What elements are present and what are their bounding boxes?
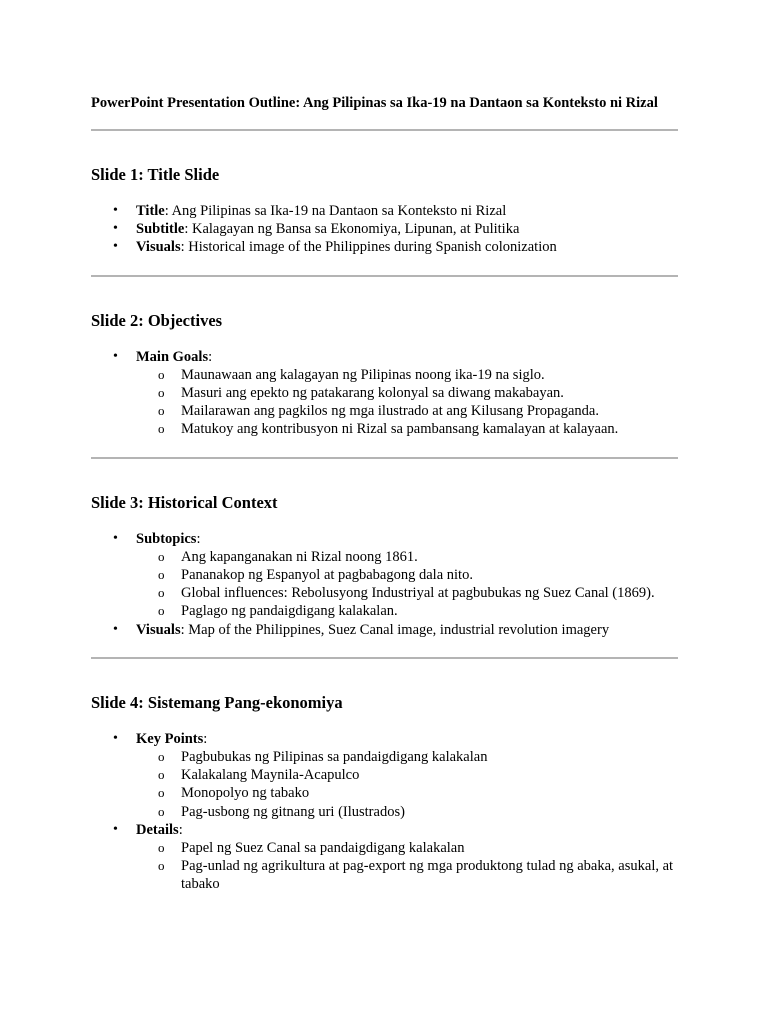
bullet-icon: • — [113, 730, 118, 746]
slide-4-list — [91, 730, 678, 894]
spacer — [91, 459, 678, 493]
bullet-icon: • — [113, 621, 118, 637]
bullet-icon: • — [113, 348, 118, 364]
sub-list-item — [136, 839, 678, 857]
item-label: Visuals — [136, 239, 181, 256]
sub-list-item — [136, 803, 678, 821]
sub-item-text: Matukoy ang kontribusyon ni Rizal sa pambansang kamalayan at kalayaan. — [181, 421, 619, 438]
list-item — [91, 530, 678, 621]
list-item — [91, 621, 678, 639]
spacer — [91, 331, 678, 348]
spacer — [91, 639, 678, 657]
sub-item-text: Pananakop ng Espanyol at pagbabagong dala nito. — [181, 567, 473, 584]
spacer — [91, 277, 678, 311]
sub-item-text: Papel ng Suez Canal sa pandaigdigang kalakalan — [181, 840, 465, 857]
item-text: : Ang Pilipinas sa Ika-19 na Dantaon sa Konteksto ni Rizal — [164, 203, 507, 219]
circle-bullet-icon: o — [158, 785, 165, 801]
item-label: Key Points — [136, 730, 204, 747]
sub-list-item — [136, 366, 678, 384]
item-text: : Historical image of the Philippines during Spanish colonization — [180, 239, 557, 256]
slide-heading: Slide 3: Historical Context — [91, 492, 278, 512]
item-label: Details — [136, 821, 179, 838]
sub-list — [136, 748, 678, 821]
item-label: Main Goals — [136, 348, 209, 365]
circle-bullet-icon: o — [158, 803, 165, 819]
item-text: : — [178, 821, 183, 838]
sub-item-text: Paglago ng pandaigdigang kalakalan. — [181, 603, 398, 620]
bullet-icon: • — [113, 821, 118, 837]
circle-bullet-icon: o — [158, 366, 165, 382]
circle-bullet-icon: o — [158, 767, 165, 783]
sub-item-text: Pagbubukas ng Pilipinas sa pandaigdigang kalakalan — [181, 749, 488, 766]
item-text: : Map of the Philippines, Suez Canal image, industrial revolution imagery — [180, 621, 610, 638]
spacer — [91, 513, 678, 530]
circle-bullet-icon: o — [158, 548, 165, 564]
sub-list-item — [136, 766, 678, 784]
list-item — [91, 238, 678, 256]
spacer — [91, 439, 678, 457]
list-item — [91, 220, 678, 238]
sub-item-text: Kalakalang Maynila-Acapulco — [181, 767, 360, 784]
circle-bullet-icon: o — [158, 403, 165, 419]
spacer — [91, 257, 678, 275]
sub-list-item — [136, 566, 678, 584]
circle-bullet-icon: o — [158, 603, 165, 619]
sub-list — [136, 366, 678, 439]
item-label: Title — [136, 203, 165, 219]
bullet-icon: • — [113, 203, 118, 218]
circle-bullet-icon: o — [158, 585, 165, 601]
slide-2-section — [91, 311, 678, 439]
slide-3-section — [91, 493, 678, 639]
sub-item-text: Mailarawan ang pagkilos ng mga ilustrado at ang Kilusang Propaganda. — [181, 403, 599, 420]
sub-item-text: Pag-unlad ng agrikultura at pag-export ng mga produktong tulad ng abaka, asukal, at tabako — [181, 858, 674, 893]
slide-2-list — [91, 348, 678, 439]
sub-list-item — [136, 402, 678, 420]
slide-heading: Slide 1: Title Slide — [91, 165, 220, 184]
circle-bullet-icon: o — [158, 421, 165, 437]
circle-bullet-icon: o — [158, 749, 165, 765]
item-label: Subtopics — [136, 530, 197, 547]
sub-list-item — [136, 748, 678, 766]
circle-bullet-icon: o — [158, 840, 165, 856]
slide-1-list — [91, 202, 678, 257]
spacer — [91, 112, 678, 129]
bullet-icon: • — [113, 221, 118, 237]
document-page — [91, 94, 678, 894]
circle-bullet-icon: o — [158, 385, 165, 401]
sub-item-text: Monopolyo ng tabako — [181, 785, 310, 802]
sub-item-text: Global influences: Rebolusyong Industriyal at pagbubukas ng Suez Canal (1869). — [181, 585, 655, 602]
slide-heading: Slide 2: Objectives — [91, 310, 223, 330]
sub-list — [136, 839, 678, 894]
slide-1-section — [91, 165, 678, 257]
bullet-icon: • — [113, 239, 118, 255]
item-text: : — [203, 730, 208, 747]
document-title: PowerPoint Presentation Outline: Ang Pilipinas sa Ika-19 na Dantaon sa Konteksto ni Rizal — [91, 95, 658, 111]
sub-list-item — [136, 548, 678, 566]
sub-item-text: Masuri ang epekto ng patakarang kolonyal sa diwang makabayan. — [181, 385, 564, 402]
slide-heading: Slide 4: Sistemang Pang-ekonomiya — [91, 692, 343, 712]
slide-4-section — [91, 693, 678, 894]
slide-3-list — [91, 530, 678, 639]
sub-item-text: Maunawaan ang kalagayan ng Pilipinas noong ika-19 na siglo. — [181, 366, 545, 383]
item-text: : — [208, 348, 213, 365]
list-item — [91, 730, 678, 821]
circle-bullet-icon: o — [158, 858, 165, 874]
item-label: Visuals — [136, 621, 181, 638]
sub-list-item — [136, 384, 678, 402]
spacer — [91, 185, 678, 202]
spacer — [91, 713, 678, 730]
sub-list-item — [136, 584, 678, 602]
sub-list-item — [136, 784, 678, 802]
sub-item-text: Pag-usbong ng gitnang uri (Ilustrados) — [181, 803, 405, 820]
item-text: : — [196, 530, 201, 547]
list-item — [91, 821, 678, 894]
spacer — [91, 131, 678, 165]
sub-list — [136, 548, 678, 621]
sub-list-item — [136, 420, 678, 438]
list-item — [91, 202, 678, 220]
item-text: : Kalagayan ng Bansa sa Ekonomiya, Lipunan, at Pulitika — [184, 221, 520, 238]
sub-list-item — [136, 857, 678, 893]
list-item — [91, 348, 678, 439]
sub-item-text: Ang kapanganakan ni Rizal noong 1861. — [181, 548, 418, 565]
item-label: Subtitle — [136, 221, 185, 238]
sub-list-item — [136, 602, 678, 620]
circle-bullet-icon: o — [158, 567, 165, 583]
bullet-icon: • — [113, 530, 118, 546]
spacer — [91, 659, 678, 693]
